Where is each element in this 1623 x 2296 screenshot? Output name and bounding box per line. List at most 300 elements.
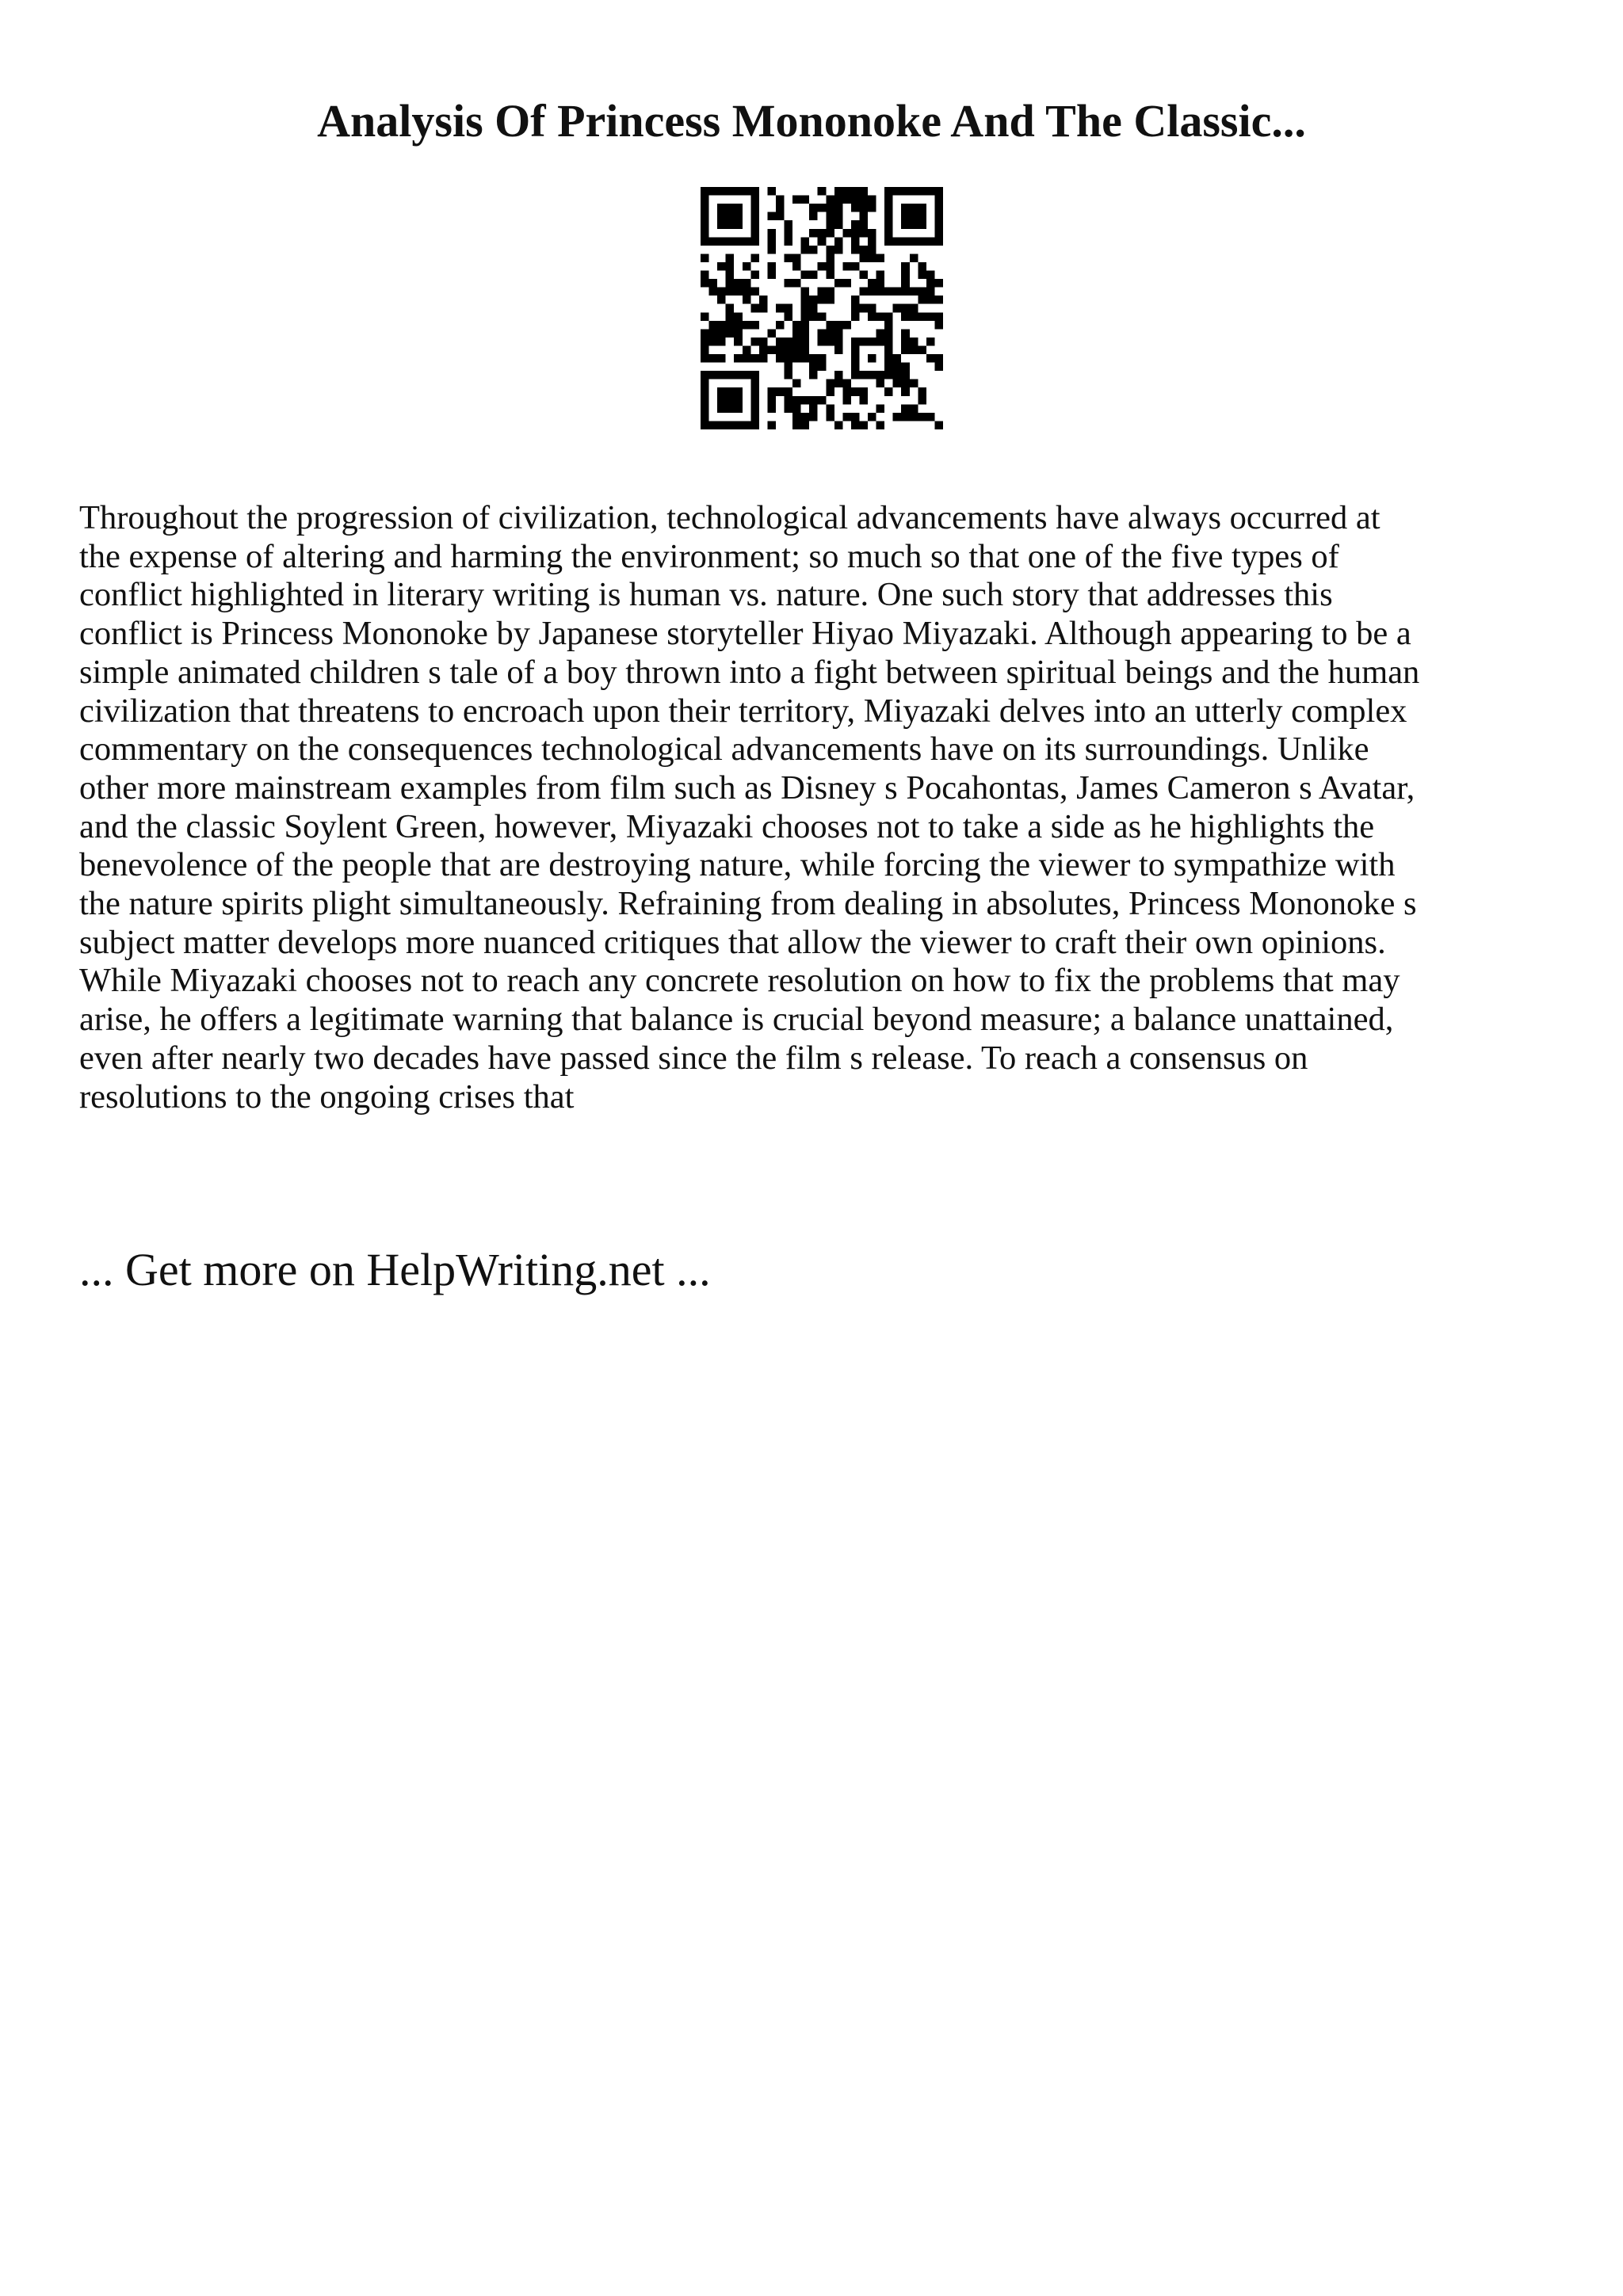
qr-module bbox=[776, 304, 785, 313]
qr-module bbox=[851, 187, 860, 196]
qr-module bbox=[792, 354, 801, 363]
qr-module bbox=[893, 304, 902, 313]
qr-module bbox=[767, 237, 776, 246]
qr-module bbox=[868, 229, 876, 238]
qr-module bbox=[701, 312, 709, 321]
qr-module bbox=[851, 304, 860, 313]
qr-module bbox=[767, 396, 776, 405]
qr-module bbox=[934, 196, 943, 204]
qr-module bbox=[842, 387, 851, 396]
qr-module bbox=[842, 321, 851, 330]
qr-module bbox=[826, 254, 834, 262]
qr-module bbox=[767, 404, 776, 413]
qr-module bbox=[868, 288, 876, 296]
qr-module bbox=[934, 354, 943, 363]
qr-module bbox=[926, 312, 935, 321]
qr-module bbox=[826, 212, 834, 221]
qr-module bbox=[884, 196, 893, 204]
qr-module bbox=[901, 387, 910, 396]
qr-module bbox=[701, 229, 709, 238]
qr-module bbox=[792, 262, 801, 271]
qr-module bbox=[750, 204, 759, 212]
qr-module bbox=[809, 246, 818, 254]
qr-module bbox=[818, 396, 827, 405]
qr-module bbox=[834, 379, 843, 388]
qr-module bbox=[750, 304, 759, 313]
qr-module bbox=[726, 404, 735, 413]
qr-module bbox=[876, 312, 885, 321]
qr-module bbox=[701, 379, 709, 388]
qr-module bbox=[934, 187, 943, 196]
qr-module bbox=[910, 345, 918, 354]
qr-module bbox=[726, 396, 735, 405]
qr-module bbox=[750, 220, 759, 229]
qr-module bbox=[926, 296, 935, 304]
qr-module bbox=[826, 413, 834, 421]
qr-module bbox=[918, 237, 926, 246]
qr-module bbox=[842, 229, 851, 238]
qr-module bbox=[726, 371, 735, 379]
qr-module bbox=[717, 220, 726, 229]
qr-module bbox=[809, 204, 818, 212]
qr-module bbox=[776, 354, 785, 363]
qr-module bbox=[901, 329, 910, 338]
qr-module bbox=[792, 396, 801, 405]
body-paragraph bbox=[79, 499, 1561, 1116]
qr-module bbox=[717, 262, 726, 271]
qr-module bbox=[818, 363, 827, 372]
qr-module bbox=[801, 354, 810, 363]
qr-module bbox=[701, 345, 709, 354]
qr-module bbox=[901, 338, 910, 346]
qr-module bbox=[851, 246, 860, 254]
qr-module bbox=[759, 296, 768, 304]
qr-module bbox=[818, 296, 827, 304]
qr-module bbox=[884, 345, 893, 354]
qr-module bbox=[792, 421, 801, 429]
qr-module bbox=[801, 237, 810, 246]
page-title: Analysis Of Princess Mononoke And The Classic... bbox=[317, 95, 1306, 147]
qr-module bbox=[726, 387, 735, 396]
qr-module bbox=[851, 363, 860, 372]
qr-module bbox=[701, 237, 709, 246]
qr-module bbox=[859, 246, 868, 254]
qr-module bbox=[910, 413, 918, 421]
qr-module bbox=[801, 396, 810, 405]
qr-module bbox=[868, 304, 876, 313]
qr-module bbox=[834, 329, 843, 338]
qr-module bbox=[701, 254, 709, 262]
qr-module bbox=[785, 254, 793, 262]
qr-module bbox=[926, 187, 935, 196]
qr-module bbox=[826, 387, 834, 396]
qr-module bbox=[884, 187, 893, 196]
qr-module bbox=[926, 279, 935, 288]
qr-module bbox=[801, 288, 810, 296]
body-line: commentary on the consequences technological advancements have on its surroundings. Unlike bbox=[79, 730, 1369, 769]
qr-module bbox=[918, 413, 926, 421]
qr-module bbox=[792, 321, 801, 330]
qr-module bbox=[785, 304, 793, 313]
qr-module bbox=[701, 338, 709, 346]
qr-module bbox=[901, 212, 910, 221]
qr-module bbox=[809, 304, 818, 313]
qr-module bbox=[826, 220, 834, 229]
qr-module bbox=[734, 321, 743, 330]
qr-module bbox=[801, 304, 810, 313]
qr-module bbox=[876, 329, 885, 338]
body-line: benevolence of the people that are destroying nature, while forcing the viewer to sympathize with bbox=[79, 846, 1396, 884]
qr-module bbox=[785, 404, 793, 413]
qr-module bbox=[792, 338, 801, 346]
qr-module bbox=[834, 246, 843, 254]
qr-module bbox=[851, 296, 860, 304]
qr-module bbox=[934, 363, 943, 372]
qr-module bbox=[717, 321, 726, 330]
qr-module bbox=[750, 371, 759, 379]
qr-module bbox=[893, 237, 902, 246]
qr-module bbox=[767, 271, 776, 280]
qr-module bbox=[851, 387, 860, 396]
qr-module bbox=[809, 413, 818, 421]
qr-module bbox=[818, 288, 827, 296]
qr-module bbox=[876, 404, 885, 413]
qr-module bbox=[750, 404, 759, 413]
qr-module bbox=[851, 237, 860, 246]
qr-module bbox=[750, 413, 759, 421]
qr-module bbox=[792, 404, 801, 413]
qr-module bbox=[934, 279, 943, 288]
body-line: arise, he offers a legitimate warning that balance is crucial beyond measure; a balance unattained, bbox=[79, 1001, 1394, 1039]
body-line: resolutions to the ongoing crises that bbox=[79, 1077, 575, 1116]
qr-module bbox=[750, 379, 759, 388]
qr-module bbox=[785, 279, 793, 288]
qr-module bbox=[701, 329, 709, 338]
qr-module bbox=[750, 321, 759, 330]
qr-module bbox=[818, 237, 827, 246]
qr-module bbox=[717, 212, 726, 221]
qr-module bbox=[701, 371, 709, 379]
qr-module bbox=[818, 229, 827, 238]
qr-module bbox=[717, 237, 726, 246]
qr-module bbox=[934, 321, 943, 330]
qr-module bbox=[750, 288, 759, 296]
qr-module bbox=[918, 312, 926, 321]
qr-module bbox=[834, 212, 843, 221]
qr-module bbox=[834, 204, 843, 212]
qr-module bbox=[701, 421, 709, 429]
qr-module bbox=[801, 413, 810, 421]
qr-module bbox=[734, 329, 743, 338]
qr-module bbox=[851, 345, 860, 354]
qr-module bbox=[859, 338, 868, 346]
qr-module bbox=[809, 371, 818, 379]
qr-module bbox=[876, 279, 885, 288]
qr-module bbox=[717, 296, 726, 304]
qr-module bbox=[701, 387, 709, 396]
qr-module bbox=[876, 421, 885, 429]
get-more-link[interactable]: ... Get more on HelpWriting.net ... bbox=[79, 1244, 711, 1295]
qr-module bbox=[918, 396, 926, 405]
qr-module bbox=[701, 279, 709, 288]
qr-module bbox=[750, 196, 759, 204]
qr-module bbox=[809, 229, 818, 238]
qr-module bbox=[901, 288, 910, 296]
qr-module bbox=[934, 312, 943, 321]
qr-module bbox=[726, 421, 735, 429]
body-line: Throughout the progression of civilization, technological advancements have always occurred at bbox=[79, 499, 1381, 536]
qr-module bbox=[910, 338, 918, 346]
qr-module bbox=[801, 312, 810, 321]
qr-module bbox=[901, 312, 910, 321]
qr-module bbox=[868, 246, 876, 254]
qr-module bbox=[717, 371, 726, 379]
qr-module bbox=[826, 196, 834, 204]
qr-module bbox=[884, 363, 893, 372]
qr-module bbox=[901, 345, 910, 354]
qr-module bbox=[918, 212, 926, 221]
qr-module bbox=[842, 279, 851, 288]
qr-module bbox=[876, 338, 885, 346]
qr-module bbox=[767, 229, 776, 238]
qr-module bbox=[834, 371, 843, 379]
qr-module bbox=[910, 220, 918, 229]
qr-module bbox=[926, 288, 935, 296]
qr-module bbox=[834, 338, 843, 346]
qr-module bbox=[750, 254, 759, 262]
qr-module bbox=[893, 379, 902, 388]
qr-module bbox=[792, 413, 801, 421]
qr-module bbox=[884, 312, 893, 321]
qr-module bbox=[868, 354, 876, 363]
qr-module bbox=[743, 237, 751, 246]
qr-module bbox=[709, 279, 718, 288]
qr-module bbox=[717, 204, 726, 212]
qr-module bbox=[767, 421, 776, 429]
qr-module bbox=[834, 321, 843, 330]
qr-module bbox=[851, 312, 860, 321]
qr-module bbox=[717, 354, 726, 363]
qr-module bbox=[934, 296, 943, 304]
qr-module bbox=[785, 354, 793, 363]
qr-module bbox=[726, 271, 735, 280]
qr-module bbox=[910, 204, 918, 212]
qr-module bbox=[801, 196, 810, 204]
qr-module bbox=[868, 371, 876, 379]
qr-module bbox=[868, 237, 876, 246]
qr-module bbox=[726, 304, 735, 313]
qr-module bbox=[759, 338, 768, 346]
body-line: conflict is Princess Mononoke by Japanese storyteller Hiyao Miyazaki. Although appearing to be a bbox=[79, 615, 1411, 653]
qr-module bbox=[859, 304, 868, 313]
qr-module bbox=[726, 212, 735, 221]
qr-module bbox=[734, 404, 743, 413]
qr-module bbox=[785, 387, 793, 396]
qr-module bbox=[901, 379, 910, 388]
qr-module bbox=[709, 187, 718, 196]
qr-module bbox=[826, 246, 834, 254]
qr-module bbox=[859, 271, 868, 280]
qr-module bbox=[926, 413, 935, 421]
qr-module bbox=[901, 187, 910, 196]
qr-module bbox=[792, 279, 801, 288]
qr-module bbox=[901, 413, 910, 421]
qr-module bbox=[743, 371, 751, 379]
qr-module bbox=[884, 329, 893, 338]
qr-module bbox=[792, 254, 801, 262]
qr-module bbox=[726, 312, 735, 321]
qr-module bbox=[910, 254, 918, 262]
qr-module bbox=[918, 345, 926, 354]
qr-module bbox=[776, 345, 785, 354]
qr-module bbox=[884, 371, 893, 379]
qr-module bbox=[893, 288, 902, 296]
qr-module bbox=[709, 237, 718, 246]
body-line: subject matter develops more nuanced critiques that allow the viewer to craft their own opinions. bbox=[79, 923, 1386, 961]
qr-module bbox=[851, 196, 860, 204]
qr-module bbox=[884, 321, 893, 330]
qr-module bbox=[851, 229, 860, 238]
qr-module bbox=[750, 229, 759, 238]
qr-module bbox=[785, 237, 793, 246]
qr-module bbox=[910, 304, 918, 313]
qr-module bbox=[801, 345, 810, 354]
qr-module bbox=[743, 354, 751, 363]
qr-module bbox=[701, 196, 709, 204]
qr-module bbox=[743, 321, 751, 330]
qr-module bbox=[893, 354, 902, 363]
qr-module bbox=[826, 321, 834, 330]
qr-module bbox=[726, 187, 735, 196]
qr-module bbox=[826, 271, 834, 280]
qr-module bbox=[734, 288, 743, 296]
qr-module bbox=[868, 338, 876, 346]
qr-module bbox=[859, 187, 868, 196]
qr-module bbox=[709, 288, 718, 296]
qr-module bbox=[910, 212, 918, 221]
qr-module bbox=[834, 187, 843, 196]
qr-module bbox=[851, 371, 860, 379]
qr-module bbox=[926, 354, 935, 363]
qr-module bbox=[851, 413, 860, 421]
body-line: even after nearly two decades have passed since the film s release. To reach a consensus on bbox=[79, 1039, 1308, 1077]
qr-module bbox=[934, 212, 943, 221]
qr-module bbox=[834, 237, 843, 246]
qr-module bbox=[851, 262, 860, 271]
qr-module bbox=[701, 187, 709, 196]
qr-module bbox=[717, 404, 726, 413]
qr-module bbox=[851, 204, 860, 212]
qr-module bbox=[826, 288, 834, 296]
qr-module bbox=[818, 338, 827, 346]
qr-module bbox=[876, 288, 885, 296]
body-line: conflict highlighted in literary writing is human vs. nature. One such story that addresses this bbox=[79, 576, 1333, 614]
qr-module bbox=[826, 379, 834, 388]
qr-module bbox=[876, 254, 885, 262]
qr-module bbox=[934, 421, 943, 429]
qr-module bbox=[884, 237, 893, 246]
qr-module bbox=[709, 371, 718, 379]
qr-module bbox=[834, 345, 843, 354]
qr-module bbox=[717, 187, 726, 196]
qr-module bbox=[734, 387, 743, 396]
qr-module bbox=[884, 204, 893, 212]
qr-module bbox=[901, 279, 910, 288]
qr-module bbox=[709, 329, 718, 338]
qr-module bbox=[851, 338, 860, 346]
qr-module bbox=[701, 220, 709, 229]
qr-module bbox=[859, 212, 868, 221]
qr-module bbox=[809, 363, 818, 372]
body-line: the expense of altering and harming the environment; so much so that one of the five types of bbox=[79, 537, 1339, 575]
qr-module bbox=[743, 421, 751, 429]
qr-module bbox=[776, 212, 785, 221]
qr-module bbox=[785, 229, 793, 238]
qr-module bbox=[717, 288, 726, 296]
qr-module bbox=[868, 254, 876, 262]
qr-module bbox=[717, 421, 726, 429]
qr-module bbox=[776, 204, 785, 212]
qr-module bbox=[767, 387, 776, 396]
qr-module bbox=[709, 321, 718, 330]
qr-module bbox=[767, 212, 776, 221]
qr-module bbox=[785, 396, 793, 405]
qr-module bbox=[801, 338, 810, 346]
qr-module bbox=[767, 329, 776, 338]
qr-module bbox=[834, 196, 843, 204]
qr-module bbox=[918, 262, 926, 271]
qr-module bbox=[826, 329, 834, 338]
qr-module bbox=[842, 187, 851, 196]
qr-module bbox=[826, 338, 834, 346]
qr-module bbox=[826, 296, 834, 304]
qr-module bbox=[901, 304, 910, 313]
qr-module bbox=[709, 421, 718, 429]
qr-module bbox=[801, 271, 810, 280]
qr-module bbox=[893, 187, 902, 196]
qr-module bbox=[918, 288, 926, 296]
qr-module bbox=[701, 396, 709, 405]
qr-code-icon[interactable] bbox=[701, 187, 943, 429]
qr-module bbox=[734, 220, 743, 229]
qr-module bbox=[767, 345, 776, 354]
qr-module bbox=[884, 229, 893, 238]
qr-module bbox=[726, 279, 735, 288]
qr-module bbox=[859, 288, 868, 296]
qr-module bbox=[785, 220, 793, 229]
qr-module bbox=[801, 321, 810, 330]
qr-module bbox=[750, 338, 759, 346]
body-line: civilization that threatens to encroach upon their territory, Miyazaki delves into an utterly complex bbox=[79, 692, 1407, 730]
qr-module bbox=[792, 196, 801, 204]
body-line: While Miyazaki chooses not to reach any concrete resolution on how to fix the problems that may bbox=[79, 962, 1400, 1000]
body-line: other more mainstream examples from film such as Disney s Pocahontas, James Cameron s Avatar, bbox=[79, 769, 1415, 807]
qr-module bbox=[876, 271, 885, 280]
qr-module bbox=[717, 387, 726, 396]
qr-module bbox=[851, 220, 860, 229]
qr-module bbox=[910, 379, 918, 388]
qr-module bbox=[884, 220, 893, 229]
qr-module bbox=[918, 204, 926, 212]
qr-module bbox=[893, 371, 902, 379]
qr-module bbox=[750, 396, 759, 405]
qr-module bbox=[901, 237, 910, 246]
qr-module bbox=[734, 421, 743, 429]
qr-module bbox=[767, 262, 776, 271]
qr-module bbox=[842, 396, 851, 405]
qr-module bbox=[785, 338, 793, 346]
qr-module bbox=[726, 237, 735, 246]
